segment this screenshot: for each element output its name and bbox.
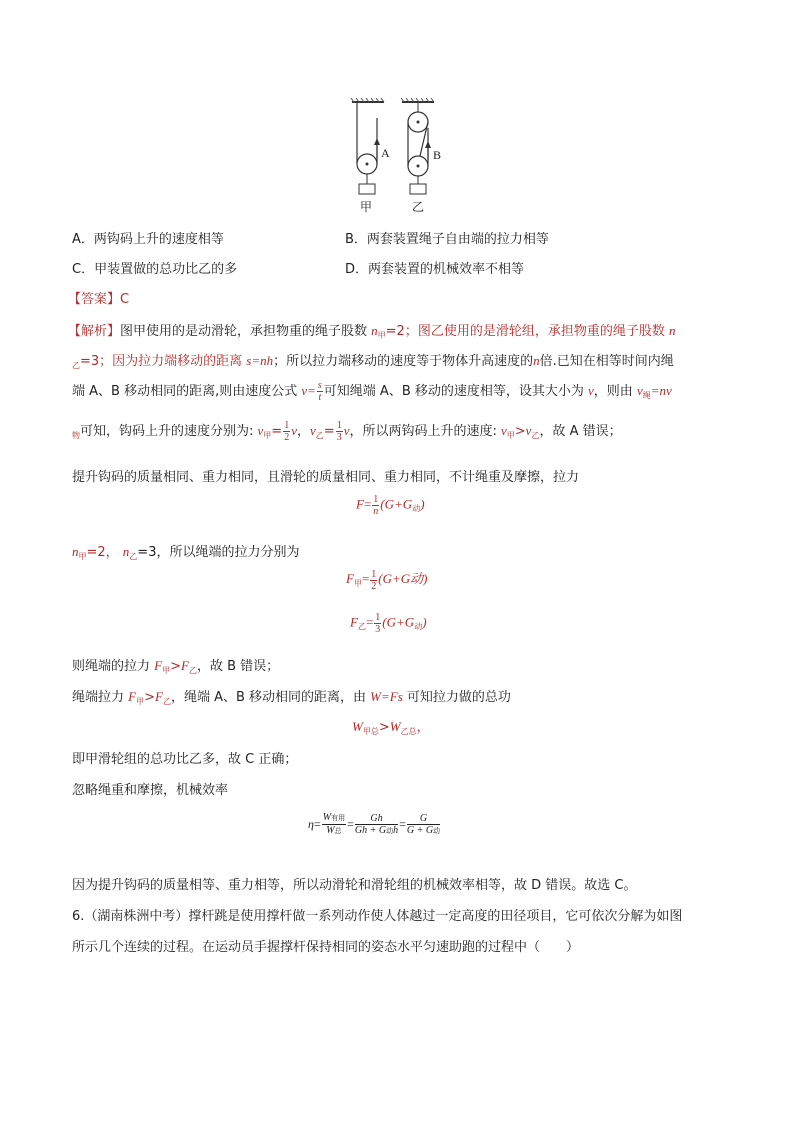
equation-efficiency: η= $\frac{\text{W有用}}{\text{W总}}$ = $\frac{Gh}{\text{Gh + G动h}}$ = $\frac{G}{\text{G + G动}}$ (308, 812, 441, 836)
analysis-total-work: 即甲滑轮组的总功比乙多，故 C 正确； (72, 752, 298, 767)
yi-weight (410, 184, 426, 194)
equation-F-general: F= $\frac{1}{n}$ $(G+G_动)$ (356, 494, 425, 517)
analysis-n-values: $n_甲=2$， $n_乙=3$，所以绳端的拉力分别为 (72, 544, 300, 561)
analysis-line-2: $_乙$=3；因为拉力端移动的距离 s=nh；所以拉力端移动的速度等于物体升高速度的n倍.已知在相等时间内绳 (72, 353, 674, 370)
analysis-ignore: 忽略绳重和摩擦，机械效率 (72, 783, 229, 798)
equation-F-yi: $F_乙=$ $\frac{1}{3}$ $(G+G_动)$ (350, 612, 427, 635)
analysis-line-1: 【解析】图甲使用的是动滑轮，承担物重的绳子股数 $n_甲=2$；图乙使用的是滑轮组，承担物重的绳子股数 n (68, 323, 676, 340)
answer-value: C (120, 292, 130, 307)
option-a: A．两钩码上升的速度相等 (72, 232, 224, 247)
analysis-then: 则绳端的拉力 $F_甲>F_乙$，故 B 错误； (72, 658, 280, 675)
analysis-rope: 绳端拉力 $F_甲>F_乙$，绳端 A、B 移动相同的距离，由 W=Fs 可知拉力做的总功 (72, 689, 511, 706)
answer-label: 【答案】 (68, 292, 121, 307)
analysis-label: 【解析】 (68, 324, 121, 339)
caption-jia: 甲 (360, 200, 373, 214)
analysis-line-5: 提升钩码的质量相同、重力相同，且滑轮的质量相同、重力相同，不计绳重及摩擦，拉力 (72, 470, 580, 485)
answer-line (68, 288, 129, 307)
option-c: C．甲装置做的总功比乙的多 (72, 262, 238, 277)
question-6-line-1: 6.（湖南株洲中考）撑杆跳是使用撑杆做一系列动作使人体越过一定高度的田径项目，它可依次分解为如图 (72, 909, 683, 924)
option-d: D．两套装置的机械效率不相等 (345, 262, 525, 277)
analysis-final: 因为提升钩码的质量相等、重力相等，所以动滑轮和滑轮组的机械效率相等，故 D 错误。故选 C。 (72, 878, 637, 893)
analysis-line-4: $_物$可知，钩码上升的速度分别为: $v_甲=$ $\frac{1}{2}$ v，$v_乙=$ $\frac{1}{3}$ v，所以两钩码上升的速度: $v_甲>v_乙$，故 A 错误； (72, 420, 622, 443)
question-6-line-2: 所示几个连续的过程。在运动员手握撑杆保持相同的姿态水平匀速助跑的过程中（ ） (72, 940, 580, 955)
label-b: B (433, 148, 442, 162)
caption-yi: 乙 (412, 200, 425, 214)
equation-W-compare: $W_{甲总}>W_{乙总}$， (352, 719, 430, 736)
equation-F-jia: $F_甲=$ $\frac{1}{2}$ (G+G动) (346, 568, 428, 592)
fraction-s-over-t: $\frac{s}{t}$ (317, 380, 322, 403)
jia-weight (359, 184, 375, 194)
label-a: A (381, 146, 390, 160)
analysis-line-3: 端 A、B 移动相同的距离,则由速度公式 v= $\frac{s}{t}$ 可知绳端 A、B 移动的速度相等，设其大小为 v，则由 $v_绳=nv$ (72, 380, 672, 403)
option-b: B．两套装置绳子自由端的拉力相等 (345, 232, 549, 247)
